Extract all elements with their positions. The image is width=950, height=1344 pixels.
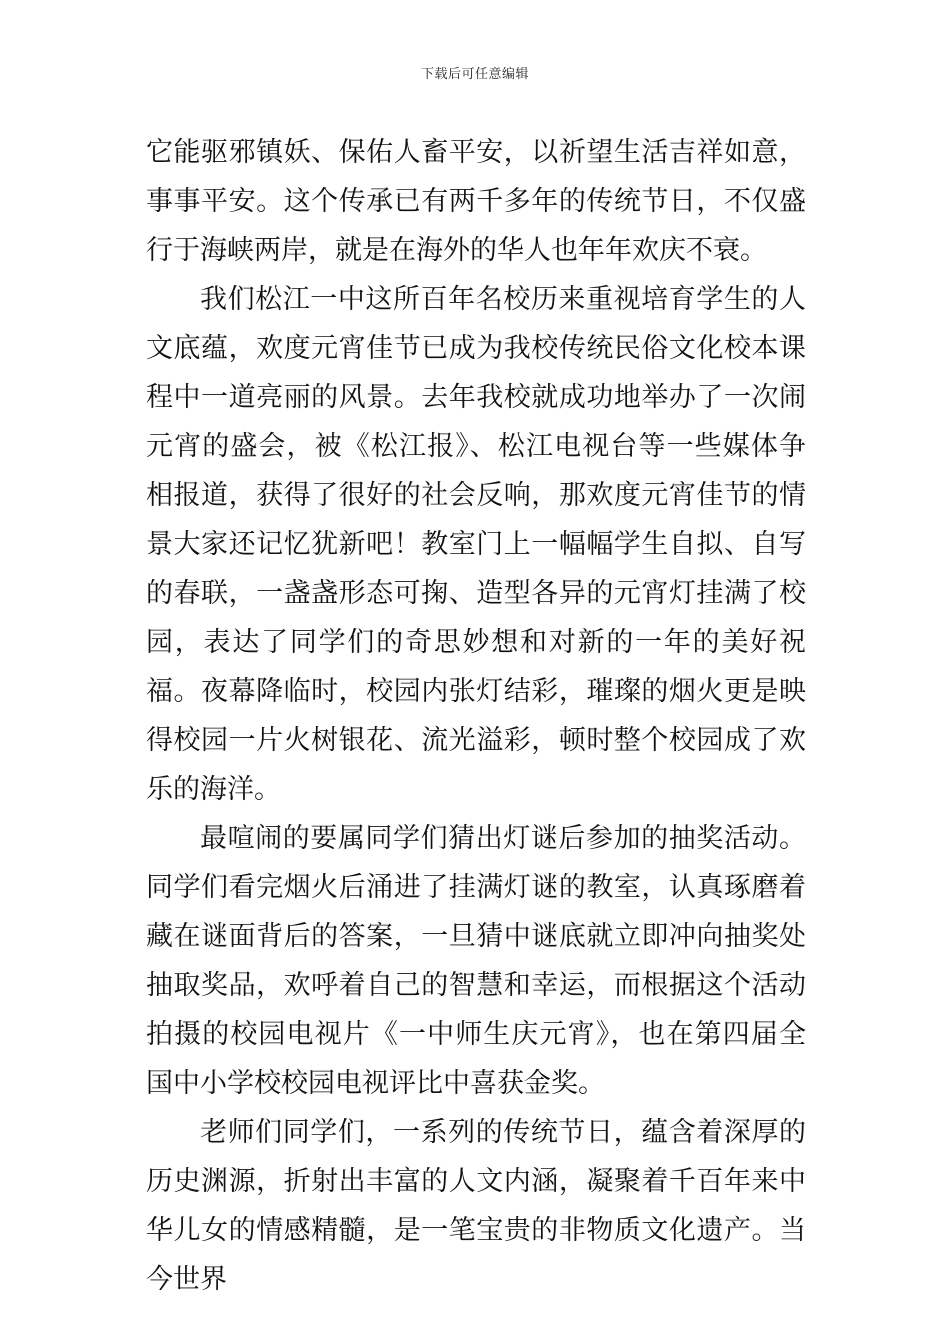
paragraph-2: 我们松江一中这所百年名校历来重视培育学生的人文底蕴，欢度元宵佳节已成为我校传统民俗文化校本课程中一道亮丽的风景。去年我校就成功地举办了一次闹元宵的盛会，被《松江报》、松江电视台等一些媒体争相报道，获得了很好的社会反响，那欢度元宵佳节的情景大家还记忆犹新吧！教室门上一幅幅学生自拟、自写的春联，一盏盏形态可掬、造型各异的元宵灯挂满了校园，表达了同学们的奇思妙想和对新的一年的美好祝福。夜幕降临时，校园内张灯结彩，璀璨的烟火更是映得校园一片火树银花、流光溢彩，顿时整个校园成了欢乐的海洋。 [146, 284, 806, 805]
paragraph-4: 老师们同学们，一系列的传统节日，蕴含着深厚的历史渊源，折射出丰富的人文内涵，凝聚着千百年来中华儿女的情感精髓，是一笔宝贵的非物质文化遗产。当今世界 [146, 1117, 806, 1295]
paragraph-1: 它能驱邪镇妖、保佑人畜平安，以祈望生活吉祥如意，事事平安。这个传承已有两千多年的传统节日，不仅盛行于海峡两岸，就是在海外的华人也年年欢庆不衰。 [146, 137, 806, 266]
document-body [146, 128, 806, 1304]
paragraph-3: 最喧闹的要属同学们猜出灯谜后参加的抽奖活动。同学们看完烟火后涌进了挂满灯谜的教室，认真琢磨着藏在谜面背后的答案，一旦猜中谜底就立即冲向抽奖处抽取奖品，欢呼着自己的智慧和幸运，而根据这个活动拍摄的校园电视片《一中师生庆元宵》，也在第四届全国中小学校校园电视评比中喜获金奖。 [146, 823, 806, 1099]
page-header: 下载后可任意编辑 [420, 67, 529, 82]
